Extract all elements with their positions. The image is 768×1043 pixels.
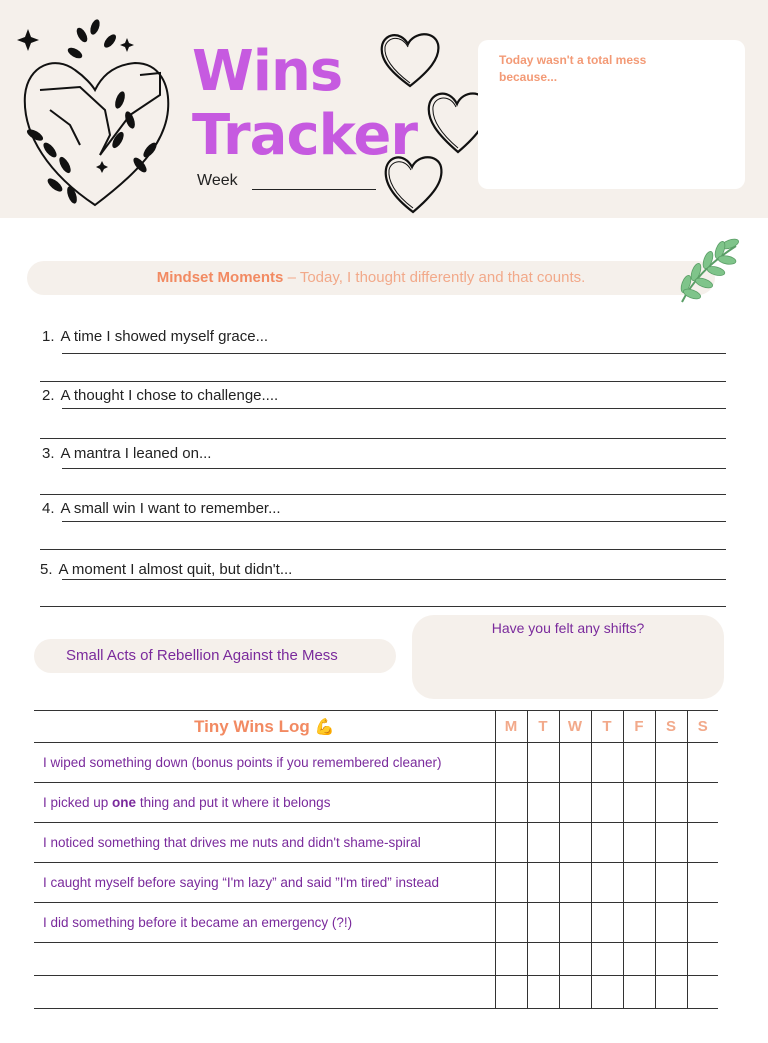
heart-outline-icon [382,150,444,216]
day-checkbox[interactable] [527,943,559,976]
day-checkbox[interactable] [559,743,591,783]
day-checkbox[interactable] [623,823,655,863]
win-description-blank[interactable] [34,943,495,976]
day-checkbox[interactable] [527,976,559,1009]
day-checkbox[interactable] [495,903,527,943]
win-description [34,823,495,863]
week-input-line[interactable] [252,189,376,190]
day-header-tue: T [527,711,559,743]
today-prompt: Today wasn't a total mess because... [499,53,647,85]
log-title [34,711,495,743]
mindset-prompt-4 [42,500,281,517]
page-title-line2: Tracker [192,103,417,168]
day-checkbox[interactable] [527,863,559,903]
day-checkbox[interactable] [527,743,559,783]
log-title-text: Tiny Wins Log [194,716,310,736]
answer-line[interactable] [40,549,726,550]
win-description [34,903,495,943]
answer-line[interactable] [62,468,726,469]
day-checkbox[interactable] [495,823,527,863]
shifts-prompt: Have you felt any shifts? [491,620,645,636]
day-checkbox[interactable] [655,976,687,1009]
today-note-box[interactable] [478,40,745,189]
mindset-prompt-3 [42,445,211,462]
day-checkbox[interactable] [495,943,527,976]
day-checkbox[interactable] [527,903,559,943]
prompt-number: 1. [42,328,55,345]
day-checkbox[interactable] [655,863,687,903]
day-checkbox[interactable] [687,903,718,943]
day-header-fri: F [623,711,655,743]
mindset-heading-rest: – Today, I thought differently and that counts. [283,269,586,286]
day-checkbox[interactable] [623,743,655,783]
win-text: I picked up [43,795,113,810]
prompt-text: A mantra I leaned on... [60,445,212,462]
prompt-text: A thought I chose to challenge.... [60,387,279,404]
day-checkbox[interactable] [527,823,559,863]
win-description [34,743,495,783]
day-checkbox[interactable] [591,783,623,823]
win-text-bold: one [112,795,137,810]
answer-line[interactable] [62,353,726,354]
day-checkbox[interactable] [559,976,591,1009]
day-checkbox[interactable] [687,823,718,863]
day-checkbox[interactable] [495,863,527,903]
win-description [34,863,495,903]
mindset-prompt-1 [42,328,268,345]
day-header-sun: S [687,711,718,743]
day-checkbox[interactable] [591,823,623,863]
day-checkbox[interactable] [623,976,655,1009]
day-checkbox[interactable] [687,943,718,976]
mindset-heading-pill [27,261,715,295]
day-checkbox[interactable] [559,863,591,903]
day-checkbox[interactable] [591,743,623,783]
day-checkbox[interactable] [687,743,718,783]
prompt-text: A small win I want to remember... [60,500,281,517]
week-label: Week [197,172,238,189]
day-header-sat: S [655,711,687,743]
table-row-blank [34,943,718,976]
day-checkbox[interactable] [687,783,718,823]
mindset-prompt-2 [42,387,278,404]
answer-line[interactable] [62,579,726,580]
mindset-prompt-5 [40,561,292,578]
win-text: I caught myself before saying “I'm lazy” and said ”I'm tired” instead [43,875,440,890]
table-row [34,743,718,783]
answer-line[interactable] [40,438,726,439]
shifts-note-box[interactable] [412,615,724,699]
day-checkbox[interactable] [559,943,591,976]
table-row [34,863,718,903]
day-checkbox[interactable] [623,903,655,943]
table-row [34,823,718,863]
day-checkbox[interactable] [655,823,687,863]
prompt-number: 2. [42,387,55,404]
prompt-text: A time I showed myself grace... [60,328,269,345]
day-checkbox[interactable] [623,783,655,823]
win-text: thing and put it where it belongs [136,795,331,810]
table-row [34,783,718,823]
day-checkbox[interactable] [559,823,591,863]
prompt-number: 4. [42,500,55,517]
answer-line[interactable] [62,521,726,522]
day-checkbox[interactable] [623,943,655,976]
heart-hug-illustration [10,15,180,210]
table-header-row [34,711,718,743]
answer-line[interactable] [40,494,726,495]
mindset-heading [27,261,715,295]
rebellion-heading-pill [34,639,396,673]
day-checkbox[interactable] [687,976,718,1009]
prompt-text: A moment I almost quit, but didn't... [58,561,293,578]
heart-outline-icon [378,28,442,92]
day-checkbox[interactable] [559,903,591,943]
answer-line[interactable] [40,381,726,382]
day-header-mon: M [495,711,527,743]
day-checkbox[interactable] [495,976,527,1009]
day-checkbox[interactable] [591,903,623,943]
page-title-line1: Wins [192,39,343,104]
rebellion-heading: Small Acts of Rebellion Against the Mess [66,647,338,664]
day-checkbox[interactable] [655,783,687,823]
day-header-thu: T [591,711,623,743]
leaf-sprig-icon [670,238,742,304]
prompt-number: 5. [40,561,53,578]
win-description-blank[interactable] [34,976,495,1009]
answer-line[interactable] [40,606,726,607]
day-checkbox[interactable] [591,863,623,903]
day-checkbox[interactable] [495,783,527,823]
tiny-wins-log-table [34,710,718,1009]
table-row [34,903,718,943]
win-text: I wiped something down (bonus points if you remembered cleaner) [43,755,442,770]
day-checkbox[interactable] [687,863,718,903]
day-checkbox[interactable] [559,783,591,823]
answer-line[interactable] [62,408,726,409]
win-text: I did something before it became an emergency (?!) [43,915,353,930]
win-description [34,783,495,823]
day-checkbox[interactable] [495,743,527,783]
day-checkbox[interactable] [591,976,623,1009]
day-checkbox[interactable] [623,863,655,903]
table-row-blank [34,976,718,1009]
win-text: I noticed something that drives me nuts and didn't shame-spiral [43,835,421,850]
day-checkbox[interactable] [655,943,687,976]
day-checkbox[interactable] [655,903,687,943]
prompt-number: 3. [42,445,55,462]
day-checkbox[interactable] [591,943,623,976]
mindset-heading-bold: Mindset Moments [156,269,284,286]
day-checkbox[interactable] [655,743,687,783]
flexed-arm-icon: 💪 [314,718,335,736]
day-header-wed: W [559,711,591,743]
day-checkbox[interactable] [527,783,559,823]
